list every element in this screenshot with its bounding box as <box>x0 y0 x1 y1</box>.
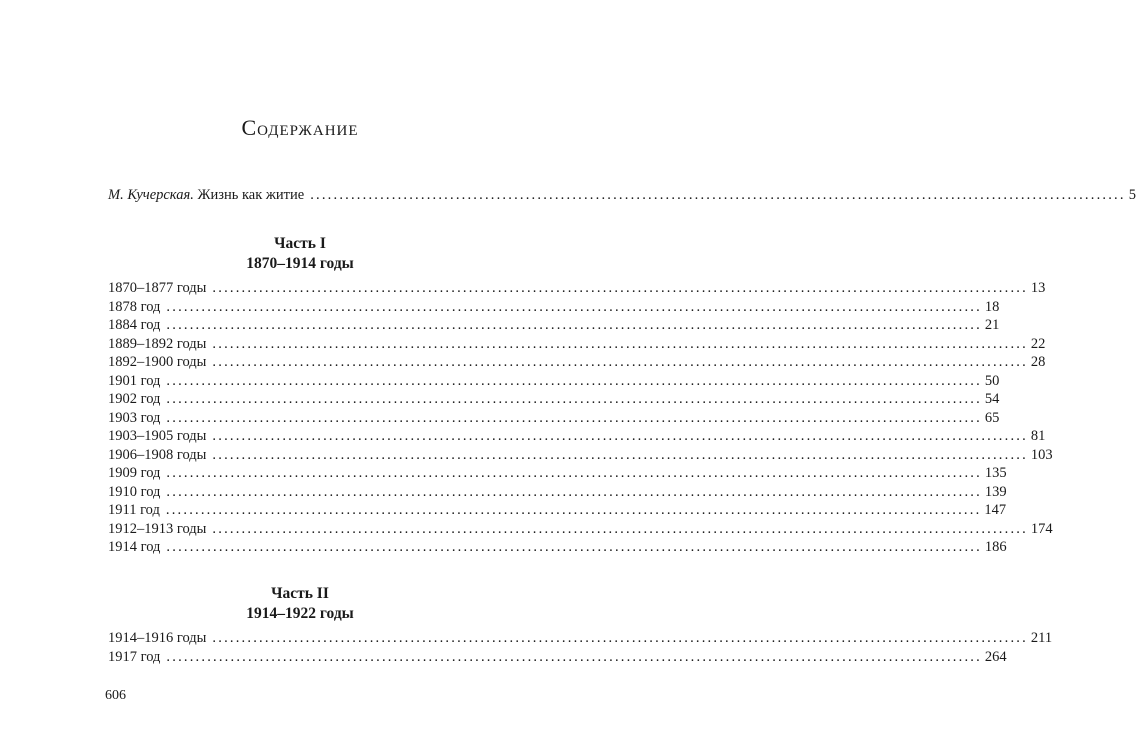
toc-entry-page: 50 <box>984 372 1000 389</box>
dot-leader: ............................................................................................................................................ <box>212 280 1028 296</box>
toc-entry[interactable] <box>108 279 1046 297</box>
dot-leader: ............................................................................................................................................ <box>166 409 982 426</box>
toc-entry[interactable] <box>108 427 1046 445</box>
toc-entry[interactable] <box>108 520 1053 538</box>
dot-leader: ............................................................................................................................................ <box>212 446 1028 463</box>
toc-entry-label: 1892–1900 годы <box>108 354 207 370</box>
toc-entry-label: 1906–1908 годы <box>108 446 207 463</box>
toc-entry-page: 5 <box>1128 187 1136 203</box>
dot-leader: ............................................................................................................................................ <box>165 502 982 518</box>
dot-leader: ............................................................................................................................................ <box>212 428 1028 444</box>
toc-entry-page: 13 <box>1030 280 1046 296</box>
toc-entry[interactable] <box>108 353 1046 371</box>
dot-leader: ............................................................................................................................................ <box>166 372 982 389</box>
toc-entry-page: 186 <box>984 539 1007 555</box>
dot-leader: ............................................................................................................................................ <box>166 539 982 555</box>
dot-leader: ............................................................................................................................................ <box>166 465 982 481</box>
toc-entry-label: 1901 год <box>108 372 161 389</box>
toc-entry-page: 147 <box>984 502 1007 518</box>
dot-leader: ............................................................................................................................................ <box>212 354 1028 370</box>
toc-entry[interactable] <box>108 629 1053 647</box>
dot-leader: ............................................................................................................................................ <box>212 335 1028 352</box>
toc-entry-label <box>108 186 304 204</box>
dot-leader: ............................................................................................................................................ <box>166 483 982 500</box>
part-2-years: 1914–1922 годы <box>246 605 354 622</box>
toc-entry[interactable] <box>108 316 1000 334</box>
toc-entry-page: 65 <box>984 409 1000 426</box>
toc-entry-author: М. Кучерская. <box>108 187 194 203</box>
toc-entry-label: 1884 год <box>108 317 161 333</box>
dot-leader: ............................................................................................................................................ <box>166 298 982 315</box>
toc-entry[interactable] <box>108 335 1046 353</box>
part-1-heading: Часть I <box>274 235 326 252</box>
toc-entry-intro[interactable] <box>108 186 1136 204</box>
toc-entry-label: 1903 год <box>108 409 161 426</box>
part-2-heading: Часть II <box>271 585 329 602</box>
toc-entry-page: 21 <box>984 317 1000 333</box>
toc-entry[interactable] <box>108 483 1007 501</box>
dot-leader: ............................................................................................................................................ <box>212 520 1028 537</box>
toc-entry-label: 1911 год <box>108 502 160 518</box>
dot-leader: ............................................................................................................................................ <box>166 317 982 333</box>
toc-entry[interactable] <box>108 390 1000 408</box>
dot-leader: ............................................................................................................................................ <box>166 391 982 407</box>
toc-entry[interactable] <box>108 464 1007 482</box>
dot-leader: ............................................................................................................................................ <box>212 630 1028 646</box>
toc-entry-page: 264 <box>984 648 1007 665</box>
dot-leader: ............................................................................................................................................ <box>310 187 1126 203</box>
toc-entry[interactable] <box>108 538 1007 556</box>
toc-entry-label: 1910 год <box>108 483 161 500</box>
toc-entry[interactable] <box>108 298 1000 316</box>
toc-entry-page: 54 <box>984 391 1000 407</box>
toc-entry-label: 1878 год <box>108 298 161 315</box>
toc-entry-label: 1870–1877 годы <box>108 280 207 296</box>
toc-entry-page: 211 <box>1030 630 1053 646</box>
part-1-years: 1870–1914 годы <box>246 255 354 272</box>
toc-entry-label: 1889–1892 годы <box>108 335 207 352</box>
toc-entry[interactable] <box>108 648 1007 666</box>
toc-entry-label: 1903–1905 годы <box>108 428 207 444</box>
toc-entry-label: 1909 год <box>108 465 161 481</box>
toc-entry-page: 174 <box>1030 520 1053 537</box>
toc-entry[interactable] <box>108 372 1000 390</box>
toc-entry-label: 1914–1916 годы <box>108 630 207 646</box>
toc-entry-page: 28 <box>1030 354 1046 370</box>
toc-entry-page: 103 <box>1030 446 1053 463</box>
toc-entry-page: 18 <box>984 298 1000 315</box>
toc-entry-page: 139 <box>984 483 1007 500</box>
toc-entry[interactable] <box>108 446 1053 464</box>
dot-leader: ............................................................................................................................................ <box>166 648 982 665</box>
toc-entry-label: 1914 год <box>108 539 161 555</box>
toc-entry-page: 22 <box>1030 335 1046 352</box>
toc-entry-label: 1917 год <box>108 648 161 665</box>
toc-entry-title: Жизнь как житие <box>197 187 305 203</box>
page-title: Содержание <box>241 115 359 140</box>
toc-entry[interactable] <box>108 409 1000 427</box>
toc-entry-label: 1902 год <box>108 391 161 407</box>
page-number: 606 <box>105 688 126 703</box>
toc-entry-page: 81 <box>1030 428 1046 444</box>
toc-entry[interactable] <box>108 501 1007 519</box>
toc-entry-page: 135 <box>984 465 1007 481</box>
toc-entry-label: 1912–1913 годы <box>108 520 207 537</box>
